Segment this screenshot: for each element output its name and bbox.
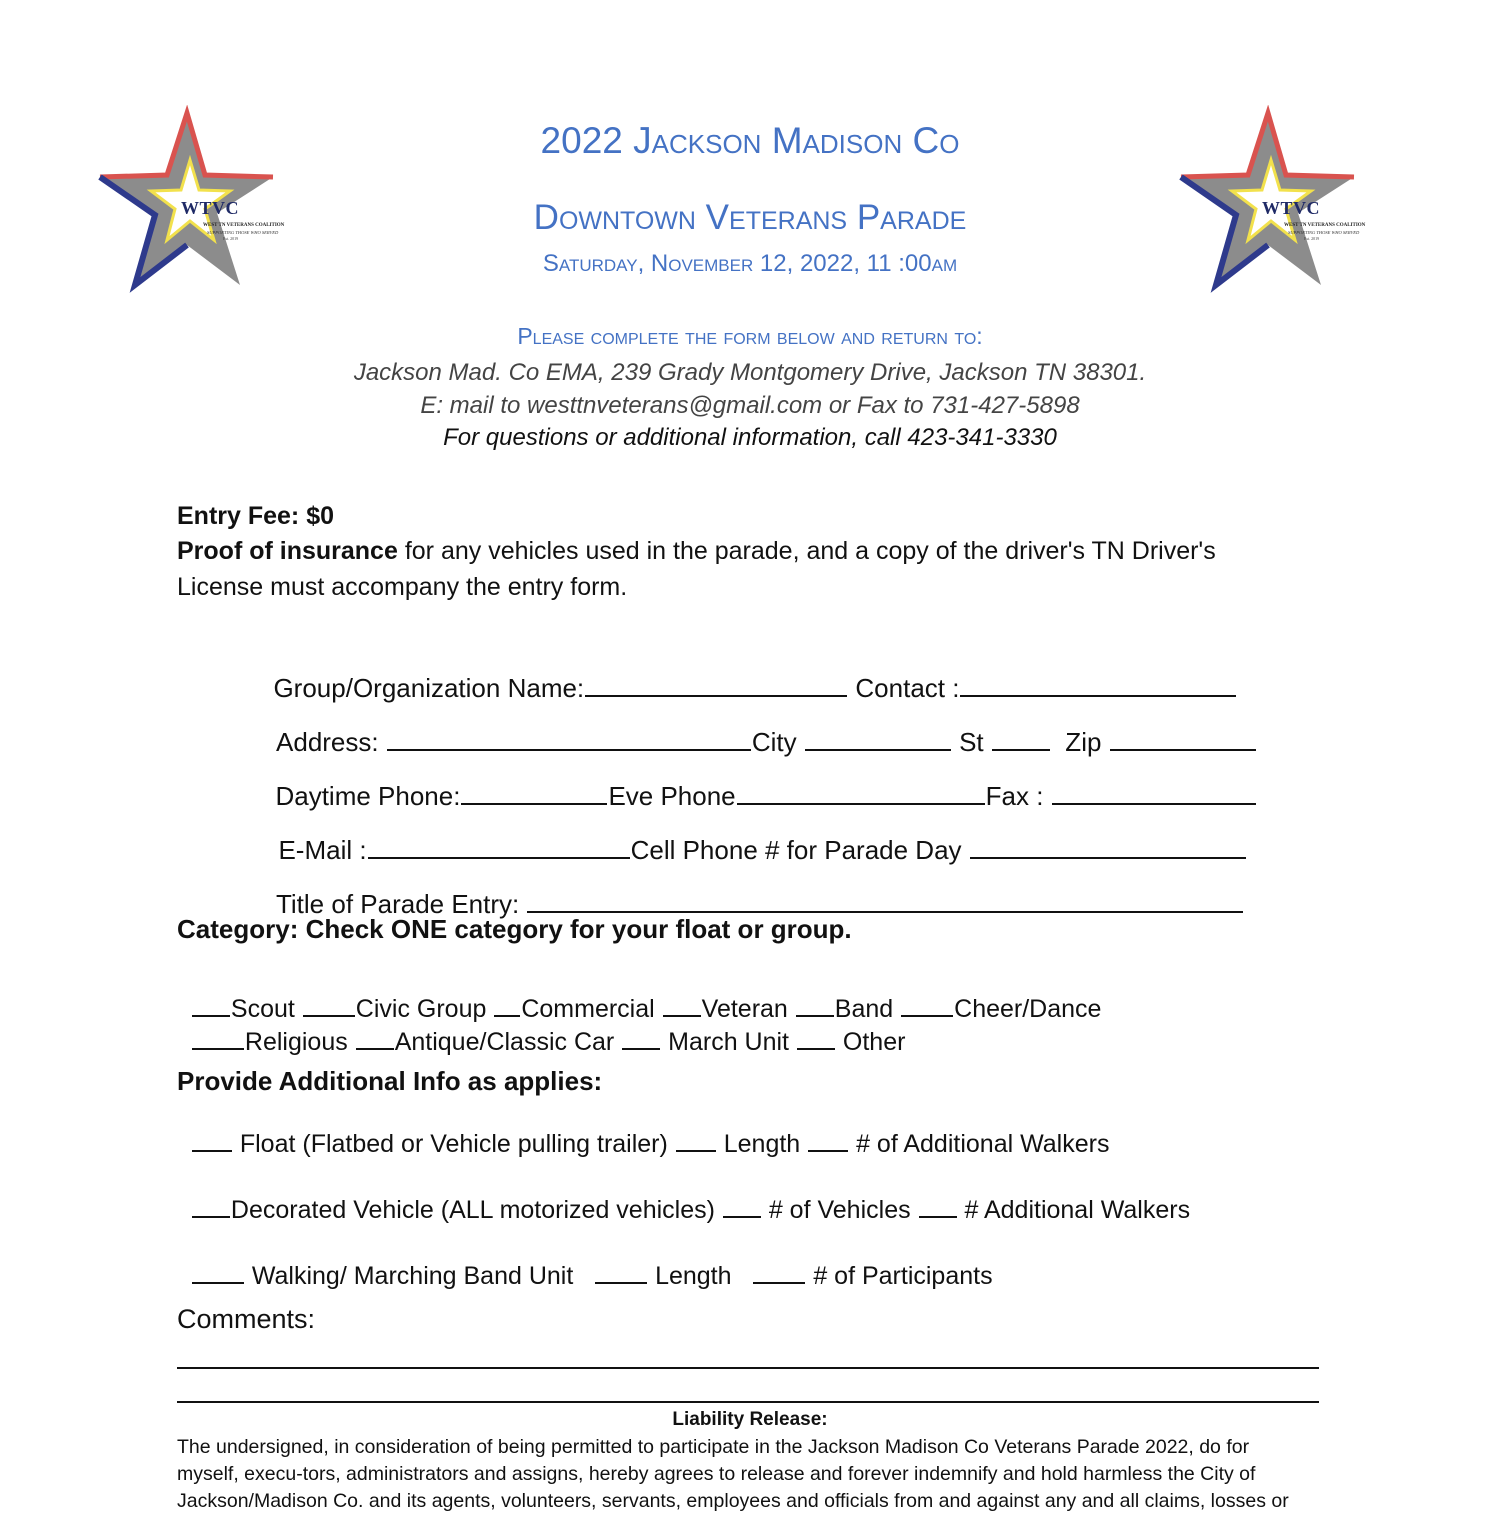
event-date: Saturday, November 12, 2022, 11 :00am — [542, 250, 958, 277]
category-cheer-dance: Cheer/Dance — [954, 995, 1102, 1023]
comments-label: Comments: — [177, 1304, 316, 1334]
checkbox-cheer-dance[interactable] — [901, 993, 953, 1017]
state-field[interactable] — [992, 727, 1050, 751]
walking-length-label: Length — [648, 1262, 753, 1290]
email-field[interactable] — [368, 835, 630, 859]
title-line-2: Downtown Veterans Parade — [533, 198, 967, 237]
eve-phone-label: Eve Phone — [608, 781, 736, 811]
checkbox-float[interactable] — [192, 1128, 232, 1152]
row-phones — [261, 750, 1257, 812]
title-entry-label: Title of Parade Entry: — [275, 889, 527, 919]
cell-phone-label: Cell Phone # for Parade Day — [630, 835, 969, 865]
row-address — [263, 696, 1257, 758]
float-label: Float (Flatbed or Vehicle pulling trailer) — [232, 1130, 675, 1158]
title-line-1: 2022 Jackson Madison Co — [540, 120, 960, 161]
category-civic-group: Civic Group — [355, 995, 487, 1023]
insurance-bold: Proof of insurance — [177, 537, 398, 565]
checkbox-walking-unit[interactable] — [192, 1260, 244, 1284]
vehicle-count-field[interactable] — [723, 1194, 761, 1218]
checkbox-other[interactable] — [797, 1026, 835, 1050]
float-walkers-field[interactable] — [808, 1128, 848, 1152]
insurance-text-2: License must accompany the entry form. — [177, 573, 628, 601]
zip-field[interactable] — [1110, 727, 1256, 751]
category-religious: Religious — [244, 1028, 348, 1056]
insurance-text-1: for any vehicles used in the parade, and a copy of the driver's TN Driver's — [397, 537, 1216, 565]
category-commercial: Commercial — [521, 995, 655, 1023]
vehicle-walkers-label: # Additional Walkers — [957, 1196, 1191, 1224]
address-field[interactable] — [387, 727, 751, 751]
comments-line-1[interactable] — [177, 1367, 1319, 1369]
eve-phone-field[interactable] — [737, 781, 985, 805]
liability-text — [177, 1434, 1327, 1515]
logo-org-name: WEST TN VETERANS COALITION — [203, 223, 285, 228]
walking-length-field[interactable] — [595, 1260, 647, 1284]
fax-field[interactable] — [1052, 781, 1256, 805]
logo-est: Est. 2019 — [1304, 236, 1320, 241]
email-label: E-Mail : — [278, 835, 367, 865]
logo-acronym: WTVC — [1262, 198, 1321, 218]
address-label: Address: — [276, 727, 386, 757]
logo-org-name: WEST TN VETERANS COALITION — [1284, 223, 1366, 228]
category-march-unit: March Unit — [661, 1028, 789, 1056]
group-name-label: Group/Organization Name: — [273, 673, 585, 703]
walking-row — [177, 1231, 993, 1291]
insurance-notice — [177, 533, 1317, 605]
state-label: St — [951, 727, 991, 757]
email-fax-line: E: mail to westtnveterans@gmail.com or Fax to 731-427-5898 — [420, 392, 1080, 419]
title-entry-field[interactable] — [527, 889, 1243, 913]
float-length-field[interactable] — [676, 1128, 716, 1152]
liability-line-1: The undersigned, in consideration of being permitted to participate in the Jackson Madison Co Veterans Parade 2022, do for — [177, 1436, 1250, 1458]
liability-line-3: Jackson/Madison Co. and its agents, volunteers, servants, employees and officials from and against any and all claims, losses or — [177, 1490, 1289, 1512]
walking-participants-field[interactable] — [753, 1260, 805, 1284]
return-address: Jackson Mad. Co EMA, 239 Grady Montgomery Drive, Jackson TN 38301. — [353, 359, 1147, 386]
daytime-phone-field[interactable] — [461, 781, 607, 805]
group-name-field[interactable] — [585, 673, 847, 697]
walking-participants-label: # of Participants — [806, 1262, 993, 1290]
float-walkers-label: # of Additional Walkers — [849, 1130, 1110, 1158]
category-band: Band — [834, 995, 894, 1023]
checkbox-antique-car[interactable] — [356, 1026, 394, 1050]
vehicle-label: Decorated Vehicle (ALL motorized vehicles) — [230, 1196, 722, 1224]
logo-est: Est. 2019 — [223, 236, 239, 241]
logo-tagline: SUPPORTING THOSE WHO SERVED — [1288, 230, 1360, 235]
category-veteran: Veteran — [701, 995, 788, 1023]
category-antique-car: Antique/Classic Car — [394, 1028, 615, 1056]
additional-heading: Provide Additional Info as applies: — [177, 1066, 603, 1096]
liability-line-2: myself, execu-tors, administrators and assigns, hereby agrees to release and forever indemnify and hold harmless the City of — [177, 1463, 1256, 1485]
liability-title: Liability Release: — [672, 1409, 828, 1430]
category-heading: Category: Check ONE category for your float or group. — [177, 914, 852, 944]
category-other: Other — [835, 1028, 906, 1056]
float-row — [177, 1099, 1109, 1159]
category-row-2 — [177, 997, 905, 1057]
questions-line: For questions or additional information, call 423-341-3330 — [443, 424, 1057, 451]
walking-label: Walking/ Marching Band Unit — [244, 1262, 595, 1290]
contact-field[interactable] — [960, 673, 1236, 697]
row-group-contact — [259, 642, 1237, 704]
cell-phone-field[interactable] — [970, 835, 1246, 859]
row-email-cell — [264, 804, 1247, 866]
contact-label: Contact : — [848, 673, 960, 703]
category-scout: Scout — [230, 995, 295, 1023]
return-instructions: Please complete the form below and return to: — [517, 323, 983, 349]
logo-tagline: SUPPORTING THOSE WHO SERVED — [207, 230, 279, 235]
city-field[interactable] — [805, 727, 951, 751]
entry-fee: Entry Fee: $0 — [177, 502, 335, 530]
float-length-label: Length — [716, 1130, 808, 1158]
daytime-phone-label: Daytime Phone: — [275, 781, 461, 811]
checkbox-decorated-vehicle[interactable] — [192, 1194, 230, 1218]
logo-acronym: WTVC — [181, 198, 240, 218]
checkbox-religious[interactable] — [192, 1026, 244, 1050]
city-label: City — [751, 727, 804, 757]
fax-label: Fax : — [985, 781, 1051, 811]
checkbox-march-unit[interactable] — [622, 1026, 660, 1050]
vehicle-walkers-field[interactable] — [919, 1194, 957, 1218]
comments-line-2[interactable] — [177, 1401, 1319, 1403]
vehicle-row — [177, 1165, 1190, 1225]
zip-label: Zip — [1050, 727, 1109, 757]
vehicle-count-label: # of Vehicles — [761, 1196, 918, 1224]
